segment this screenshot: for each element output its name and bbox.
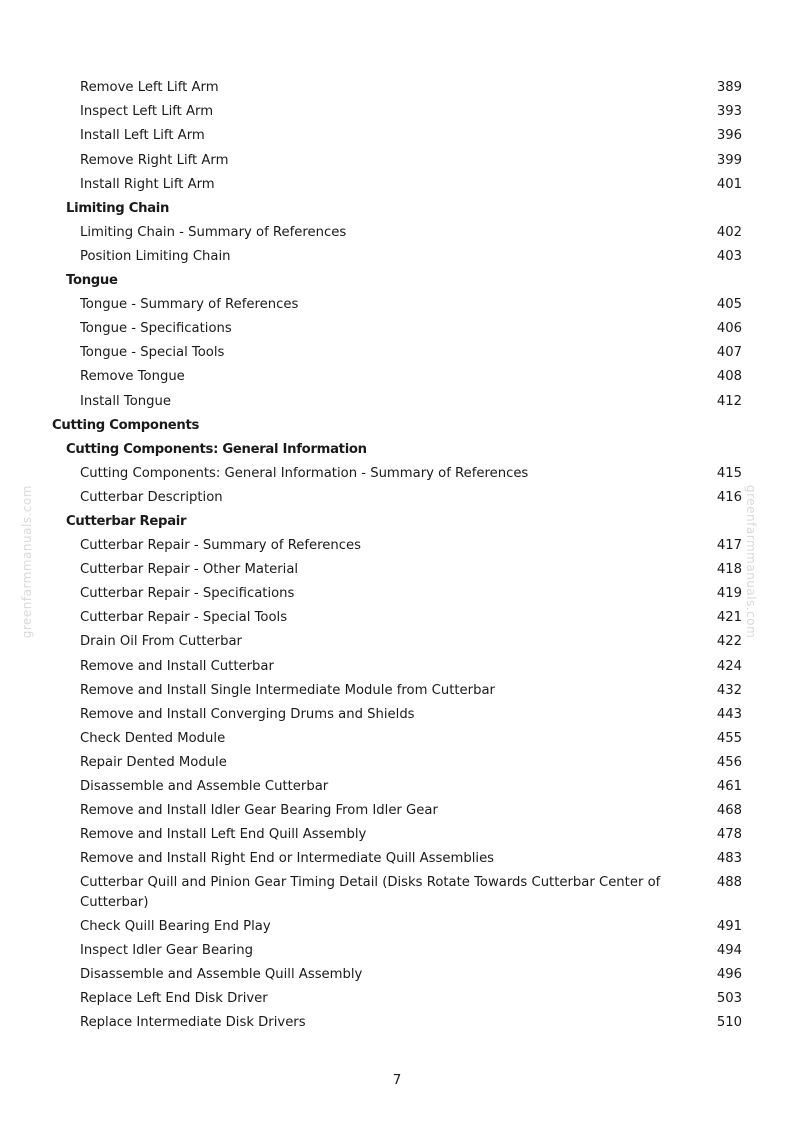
toc-entry-title: Remove Left Lift Arm — [80, 80, 219, 96]
toc-entry-page: 491 — [716, 918, 742, 934]
toc-entry[interactable] — [52, 582, 742, 606]
toc-entry[interactable] — [52, 799, 742, 823]
toc-entry-page: 406 — [716, 321, 742, 337]
toc-entry-title: Tongue - Special Tools — [80, 345, 225, 361]
toc-entry-title: Position Limiting Chain — [80, 248, 231, 264]
toc-entry-page: 456 — [716, 754, 742, 770]
toc-entry-page: 415 — [716, 465, 742, 481]
toc-entry[interactable] — [52, 76, 742, 100]
toc-entry-page: 402 — [716, 224, 742, 240]
toc-entry-page: 443 — [716, 706, 742, 722]
toc-entry-page: 408 — [716, 369, 742, 385]
toc-entry-page: 405 — [716, 297, 742, 313]
toc-entry-title: Cutting Components: General Information - Summary of References — [80, 465, 529, 481]
toc-entry[interactable] — [52, 558, 742, 582]
toc-entry[interactable] — [52, 100, 742, 124]
toc-entry[interactable] — [52, 702, 742, 726]
toc-entry-page: 407 — [716, 345, 742, 361]
toc-entry[interactable] — [52, 293, 742, 317]
toc-entry[interactable] — [52, 486, 742, 510]
toc-entry-page: 468 — [716, 803, 742, 819]
table-of-contents — [52, 76, 742, 1035]
toc-entry[interactable] — [52, 823, 742, 847]
page-number: 7 — [392, 1072, 402, 1088]
toc-section-heading[interactable] — [52, 413, 742, 437]
toc-entry[interactable] — [52, 630, 742, 654]
toc-entry-page: 393 — [716, 104, 742, 120]
watermark-right: greenfarmmanuals.com — [744, 485, 758, 639]
toc-section-heading[interactable] — [52, 510, 742, 534]
toc-entry-title: Remove Tongue — [80, 369, 185, 385]
toc-entry[interactable] — [52, 678, 742, 702]
toc-entry-page: 483 — [716, 851, 742, 867]
toc-entry-title: Install Right Lift Arm — [80, 176, 215, 192]
toc-entry-title: Cutting Components — [52, 417, 200, 433]
toc-entry[interactable] — [52, 963, 742, 987]
toc-entry-page: 399 — [716, 152, 742, 168]
toc-entry[interactable] — [52, 534, 742, 558]
toc-entry[interactable] — [52, 245, 742, 269]
toc-entry[interactable] — [52, 317, 742, 341]
toc-entry-title: Inspect Idler Gear Bearing — [80, 943, 253, 959]
toc-entry[interactable] — [52, 148, 742, 172]
toc-entry[interactable] — [52, 939, 742, 963]
toc-section-heading[interactable] — [52, 196, 742, 220]
toc-entry-title: Disassemble and Assemble Quill Assembly — [80, 967, 363, 983]
toc-entry-page: 396 — [716, 128, 742, 144]
toc-section-heading[interactable] — [52, 437, 742, 461]
toc-entry[interactable] — [52, 606, 742, 630]
toc-entry-title: Cutterbar Description — [80, 489, 223, 505]
toc-entry-page: 419 — [716, 586, 742, 602]
toc-entry[interactable] — [52, 775, 742, 799]
toc-entry[interactable] — [52, 172, 742, 196]
toc-entry-title: Install Tongue — [80, 393, 171, 409]
toc-entry-title: Check Dented Module — [80, 730, 226, 746]
toc-entry-title: Cutterbar Repair - Specifications — [80, 586, 295, 602]
toc-entry[interactable] — [52, 871, 742, 915]
toc-entry-page: 455 — [716, 730, 742, 746]
toc-entry-title: Cutterbar Quill and Pinion Gear Timing Detail (Disks Rotate Towards Cutterbar Center of Cutterbar) — [80, 875, 661, 910]
toc-entry-page: 389 — [716, 80, 742, 96]
toc-entry-page: 418 — [716, 562, 742, 578]
toc-entry-page: 503 — [716, 991, 742, 1007]
toc-entry[interactable] — [52, 987, 742, 1011]
toc-entry-title: Cutterbar Repair — [66, 513, 187, 529]
toc-entry-title: Remove and Install Converging Drums and Shields — [80, 706, 415, 722]
toc-entry-page: 494 — [716, 943, 742, 959]
toc-entry-page: 488 — [716, 875, 742, 891]
toc-entry-title: Tongue - Summary of References — [80, 297, 299, 313]
toc-entry-title: Limiting Chain — [66, 200, 170, 216]
toc-entry-page: 496 — [716, 967, 742, 983]
toc-entry-title: Limiting Chain - Summary of References — [80, 224, 347, 240]
toc-entry-page: 417 — [716, 538, 742, 554]
toc-entry-title: Inspect Left Lift Arm — [80, 104, 214, 120]
toc-entry-page: 416 — [716, 489, 742, 505]
toc-section-heading[interactable] — [52, 269, 742, 293]
toc-entry[interactable] — [52, 341, 742, 365]
toc-entry[interactable] — [52, 654, 742, 678]
toc-entry-page: 510 — [716, 1015, 742, 1031]
toc-entry-page: 478 — [716, 827, 742, 843]
toc-entry-title: Install Left Lift Arm — [80, 128, 205, 144]
toc-entry-title: Replace Intermediate Disk Drivers — [80, 1015, 306, 1031]
toc-entry-title: Disassemble and Assemble Cutterbar — [80, 779, 329, 795]
toc-entry-page: 422 — [716, 634, 742, 650]
toc-entry-title: Drain Oil From Cutterbar — [80, 634, 242, 650]
toc-entry[interactable] — [52, 727, 742, 751]
toc-entry-page: 432 — [716, 682, 742, 698]
toc-entry-title: Cutterbar Repair - Summary of References — [80, 538, 361, 554]
toc-entry-title: Cutterbar Repair - Special Tools — [80, 610, 288, 626]
toc-entry-title: Tongue - Specifications — [80, 321, 232, 337]
toc-entry-page: 401 — [716, 176, 742, 192]
toc-entry-title: Check Quill Bearing End Play — [80, 918, 271, 934]
toc-entry[interactable] — [52, 365, 742, 389]
toc-entry-title: Replace Left End Disk Driver — [80, 991, 268, 1007]
toc-entry-title: Tongue — [66, 273, 118, 289]
toc-entry-title: Remove and Install Idler Gear Bearing From Idler Gear — [80, 803, 438, 819]
toc-entry-page: 403 — [716, 248, 742, 264]
toc-entry[interactable] — [52, 462, 742, 486]
toc-entry[interactable] — [52, 124, 742, 148]
toc-entry[interactable] — [52, 751, 742, 775]
toc-entry[interactable] — [52, 915, 742, 939]
toc-entry-title: Repair Dented Module — [80, 754, 227, 770]
toc-entry[interactable] — [52, 389, 742, 413]
toc-entry-title: Remove Right Lift Arm — [80, 152, 229, 168]
toc-entry-title: Remove and Install Single Intermediate Module from Cutterbar — [80, 682, 495, 698]
toc-entry-title: Remove and Install Cutterbar — [80, 658, 274, 674]
toc-entry-page: 421 — [716, 610, 742, 626]
toc-entry[interactable] — [52, 847, 742, 871]
toc-entry-title: Cutting Components: General Information — [66, 441, 367, 457]
toc-entry[interactable] — [52, 1011, 742, 1035]
watermark-left: greenfarmmanuals.com — [20, 485, 34, 639]
toc-entry-page: 424 — [716, 658, 742, 674]
toc-entry[interactable] — [52, 221, 742, 245]
toc-entry-page: 461 — [716, 779, 742, 795]
toc-entry-title: Remove and Install Left End Quill Assembly — [80, 827, 367, 843]
toc-entry-title: Cutterbar Repair - Other Material — [80, 562, 299, 578]
toc-entry-page: 412 — [716, 393, 742, 409]
toc-entry-title: Remove and Install Right End or Intermediate Quill Assemblies — [80, 851, 495, 867]
